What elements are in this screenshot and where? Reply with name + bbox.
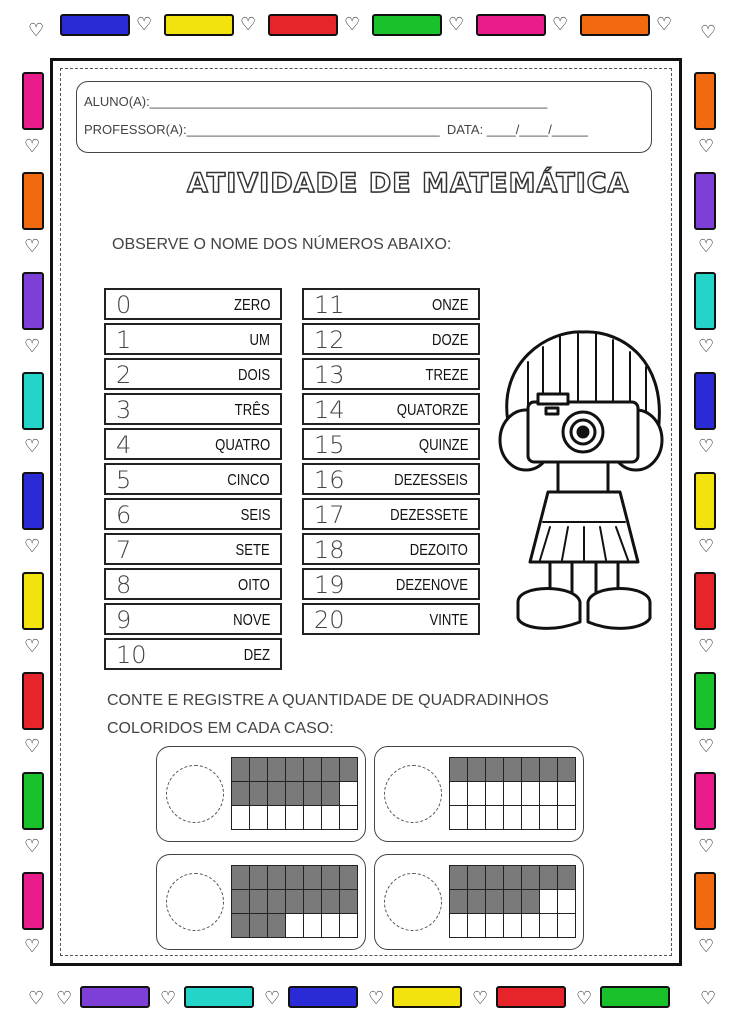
pencil-decoration xyxy=(392,986,462,1008)
heart-icon: ♡ xyxy=(24,736,41,757)
number-word: DEZESSETE xyxy=(389,507,468,524)
number-word: OITO xyxy=(238,577,270,594)
answer-circle[interactable] xyxy=(384,765,442,823)
grid-cell xyxy=(540,914,558,938)
grid-cell xyxy=(268,914,286,938)
pencil-decoration xyxy=(22,872,44,930)
heart-icon: ♡ xyxy=(576,988,593,1009)
number-word: DEZ xyxy=(243,647,270,664)
grid-cell xyxy=(250,866,268,890)
teacher-date-line: PROFESSOR(A):___________________________________ DATA: ____/____/_____ xyxy=(84,122,589,137)
number-word: UM xyxy=(249,332,270,349)
grid-cell xyxy=(304,866,322,890)
heart-icon: ♡ xyxy=(24,236,41,257)
grid-cell xyxy=(250,782,268,806)
pencil-decoration xyxy=(22,72,44,130)
number-word: DEZESSEIS xyxy=(394,472,468,489)
grid-cell xyxy=(286,758,304,782)
grid-cell xyxy=(468,914,486,938)
grid-cell xyxy=(286,914,304,938)
number-word: TRÊS xyxy=(235,402,270,419)
number-row xyxy=(302,358,480,390)
grid-cell xyxy=(304,914,322,938)
grid-cell xyxy=(486,782,504,806)
heart-icon: ♡ xyxy=(136,14,153,35)
grid-cell xyxy=(286,806,304,830)
number-digit: 11 xyxy=(314,291,345,319)
grid-cell xyxy=(304,890,322,914)
grid-cell xyxy=(540,782,558,806)
heart-icon: ♡ xyxy=(700,988,717,1009)
grid-cell xyxy=(250,806,268,830)
number-digit: 18 xyxy=(314,536,345,564)
grid-cell xyxy=(522,782,540,806)
number-word: SETE xyxy=(235,542,270,559)
number-row xyxy=(104,428,282,460)
pencil-decoration xyxy=(694,672,716,730)
heart-icon: ♡ xyxy=(698,536,715,557)
heart-icon: ♡ xyxy=(472,988,489,1009)
grid-cell xyxy=(268,806,286,830)
heart-icon: ♡ xyxy=(698,336,715,357)
number-row xyxy=(302,428,480,460)
student-info-box xyxy=(76,81,652,153)
grid-cell xyxy=(340,890,358,914)
count-instruction-line1: CONTE E REGISTRE A QUANTIDADE DE QUADRADINHOS xyxy=(107,692,549,709)
student-name-line: ALUNO(A):_______________________________________________________ xyxy=(84,94,548,109)
pencil-decoration xyxy=(184,986,254,1008)
counting-exercise xyxy=(156,854,366,950)
grid-cell xyxy=(450,758,468,782)
number-word: QUINZE xyxy=(418,437,468,454)
number-row xyxy=(104,288,282,320)
girl-with-camera-illustration xyxy=(488,322,672,652)
grid-cell xyxy=(504,866,522,890)
number-digit: 4 xyxy=(116,431,132,459)
number-row xyxy=(302,323,480,355)
grid-cell xyxy=(322,890,340,914)
grid-cell xyxy=(504,782,522,806)
number-word: DOZE xyxy=(431,332,468,349)
grid-cell xyxy=(304,782,322,806)
answer-circle[interactable] xyxy=(166,765,224,823)
heart-icon: ♡ xyxy=(24,436,41,457)
heart-icon: ♡ xyxy=(552,14,569,35)
number-row xyxy=(302,568,480,600)
pencil-decoration xyxy=(476,14,546,36)
counting-exercise xyxy=(374,854,584,950)
grid-cell xyxy=(322,758,340,782)
grid-cell xyxy=(504,758,522,782)
heart-icon: ♡ xyxy=(698,636,715,657)
number-digit: 8 xyxy=(116,571,132,599)
grid-cell xyxy=(468,758,486,782)
number-digit: 1 xyxy=(116,326,132,354)
number-digit: 5 xyxy=(116,466,132,494)
grid-cell xyxy=(522,890,540,914)
number-row xyxy=(302,498,480,530)
number-digit: 2 xyxy=(116,361,132,389)
grid-cell xyxy=(558,782,576,806)
pencil-decoration xyxy=(694,872,716,930)
grid-cell xyxy=(268,782,286,806)
grid-cell xyxy=(540,806,558,830)
grid-cell xyxy=(468,866,486,890)
heart-icon: ♡ xyxy=(344,14,361,35)
number-word: DOIS xyxy=(237,367,270,384)
grid-cell xyxy=(340,914,358,938)
number-word: SEIS xyxy=(240,507,270,524)
grid-cell xyxy=(286,890,304,914)
pencil-decoration xyxy=(694,172,716,230)
pencil-decoration xyxy=(22,472,44,530)
number-row xyxy=(104,603,282,635)
grid-cell xyxy=(340,806,358,830)
number-row xyxy=(302,288,480,320)
worksheet-title: ATIVIDADE DE MATEMÁTICA xyxy=(187,168,630,199)
grid-cell xyxy=(558,806,576,830)
grid-cell xyxy=(304,758,322,782)
answer-circle[interactable] xyxy=(166,873,224,931)
pencil-decoration xyxy=(694,272,716,330)
grid-cell xyxy=(232,782,250,806)
heart-icon: ♡ xyxy=(698,736,715,757)
grid-cell xyxy=(304,806,322,830)
heart-icon: ♡ xyxy=(698,936,715,957)
heart-icon: ♡ xyxy=(160,988,177,1009)
square-grid xyxy=(231,865,358,938)
heart-icon: ♡ xyxy=(56,988,73,1009)
number-digit: 3 xyxy=(116,396,132,424)
grid-cell xyxy=(268,890,286,914)
number-digit: 12 xyxy=(314,326,345,354)
grid-cell xyxy=(468,890,486,914)
grid-cell xyxy=(522,914,540,938)
pencil-decoration xyxy=(580,14,650,36)
grid-cell xyxy=(522,866,540,890)
pencil-decoration xyxy=(22,372,44,430)
number-word: ZERO xyxy=(233,297,270,314)
pencil-decoration xyxy=(268,14,338,36)
number-digit: 10 xyxy=(116,641,147,669)
heart-icon: ♡ xyxy=(698,436,715,457)
grid-cell xyxy=(558,890,576,914)
pencil-decoration xyxy=(496,986,566,1008)
heart-icon: ♡ xyxy=(698,836,715,857)
heart-icon: ♡ xyxy=(28,20,45,41)
number-row xyxy=(104,568,282,600)
grid-cell xyxy=(250,914,268,938)
grid-cell xyxy=(540,866,558,890)
pencil-decoration xyxy=(694,472,716,530)
counting-exercise xyxy=(156,746,366,842)
number-word: QUATRO xyxy=(214,437,270,454)
number-digit: 0 xyxy=(116,291,132,319)
pencil-decoration xyxy=(164,14,234,36)
square-grid xyxy=(449,865,576,938)
pencil-decoration xyxy=(60,14,130,36)
grid-cell xyxy=(468,806,486,830)
grid-cell xyxy=(450,782,468,806)
number-digit: 15 xyxy=(314,431,345,459)
grid-cell xyxy=(322,914,340,938)
number-word: VINTE xyxy=(429,612,468,629)
number-word: CINCO xyxy=(227,472,270,489)
number-row xyxy=(104,463,282,495)
grid-cell xyxy=(486,866,504,890)
heart-icon: ♡ xyxy=(656,14,673,35)
pencil-decoration xyxy=(288,986,358,1008)
grid-cell xyxy=(340,866,358,890)
number-digit: 16 xyxy=(314,466,345,494)
grid-cell xyxy=(504,914,522,938)
pencil-decoration xyxy=(80,986,150,1008)
grid-cell xyxy=(340,782,358,806)
number-digit: 17 xyxy=(314,501,345,529)
number-row xyxy=(302,393,480,425)
heart-icon: ♡ xyxy=(24,636,41,657)
grid-cell xyxy=(522,806,540,830)
heart-icon: ♡ xyxy=(24,136,41,157)
number-word: NOVE xyxy=(232,612,270,629)
grid-cell xyxy=(486,758,504,782)
heart-icon: ♡ xyxy=(700,22,717,43)
grid-cell xyxy=(468,782,486,806)
pencil-decoration xyxy=(22,272,44,330)
grid-cell xyxy=(322,866,340,890)
grid-cell xyxy=(450,866,468,890)
grid-cell xyxy=(232,806,250,830)
pencil-decoration xyxy=(22,572,44,630)
grid-cell xyxy=(540,758,558,782)
heart-icon: ♡ xyxy=(24,536,41,557)
heart-icon: ♡ xyxy=(24,936,41,957)
count-instruction-line2: COLORIDOS EM CADA CASO: xyxy=(107,720,334,737)
grid-cell xyxy=(232,914,250,938)
number-row xyxy=(104,533,282,565)
pencil-decoration xyxy=(694,572,716,630)
grid-cell xyxy=(558,914,576,938)
number-row xyxy=(104,498,282,530)
grid-cell xyxy=(322,806,340,830)
number-word: DEZENOVE xyxy=(395,577,468,594)
number-row xyxy=(302,603,480,635)
grid-cell xyxy=(486,806,504,830)
grid-cell xyxy=(268,758,286,782)
grid-cell xyxy=(250,890,268,914)
grid-cell xyxy=(540,890,558,914)
grid-cell xyxy=(522,758,540,782)
number-digit: 9 xyxy=(116,606,132,634)
heart-icon: ♡ xyxy=(448,14,465,35)
number-row xyxy=(302,463,480,495)
heart-icon: ♡ xyxy=(698,236,715,257)
pencil-decoration xyxy=(22,772,44,830)
number-digit: 14 xyxy=(314,396,345,424)
counting-exercise xyxy=(374,746,584,842)
pencil-decoration xyxy=(600,986,670,1008)
number-row xyxy=(104,393,282,425)
grid-cell xyxy=(232,758,250,782)
grid-cell xyxy=(450,914,468,938)
heart-icon: ♡ xyxy=(264,988,281,1009)
heart-icon: ♡ xyxy=(24,336,41,357)
number-row xyxy=(104,638,282,670)
grid-cell xyxy=(322,782,340,806)
heart-icon: ♡ xyxy=(28,988,45,1009)
grid-cell xyxy=(250,758,268,782)
number-word: ONZE xyxy=(431,297,468,314)
pencil-decoration xyxy=(694,772,716,830)
grid-cell xyxy=(486,890,504,914)
heart-icon: ♡ xyxy=(24,836,41,857)
heart-icon: ♡ xyxy=(240,14,257,35)
square-grid xyxy=(231,757,358,830)
grid-cell xyxy=(450,806,468,830)
pencil-decoration xyxy=(22,672,44,730)
number-row xyxy=(104,323,282,355)
number-digit: 19 xyxy=(314,571,345,599)
answer-circle[interactable] xyxy=(384,873,442,931)
grid-cell xyxy=(232,866,250,890)
pencil-decoration xyxy=(22,172,44,230)
grid-cell xyxy=(268,866,286,890)
grid-cell xyxy=(450,890,468,914)
heart-icon: ♡ xyxy=(368,988,385,1009)
pencil-decoration xyxy=(372,14,442,36)
square-grid xyxy=(449,757,576,830)
grid-cell xyxy=(340,758,358,782)
grid-cell xyxy=(232,890,250,914)
pencil-decoration xyxy=(694,372,716,430)
grid-cell xyxy=(486,914,504,938)
number-digit: 13 xyxy=(314,361,345,389)
grid-cell xyxy=(286,866,304,890)
grid-cell xyxy=(558,866,576,890)
number-word: TREZE xyxy=(424,367,468,384)
number-digit: 20 xyxy=(314,606,345,634)
number-row xyxy=(104,358,282,390)
instruction-observe: OBSERVE O NOME DOS NÚMEROS ABAIXO: xyxy=(112,236,452,253)
number-digit: 6 xyxy=(116,501,132,529)
grid-cell xyxy=(286,782,304,806)
number-digit: 7 xyxy=(116,536,132,564)
grid-cell xyxy=(558,758,576,782)
grid-cell xyxy=(504,806,522,830)
number-row xyxy=(302,533,480,565)
grid-cell xyxy=(504,890,522,914)
number-word: DEZOITO xyxy=(409,542,468,559)
pencil-decoration xyxy=(694,72,716,130)
heart-icon: ♡ xyxy=(698,136,715,157)
number-word: QUATORZE xyxy=(396,402,468,419)
